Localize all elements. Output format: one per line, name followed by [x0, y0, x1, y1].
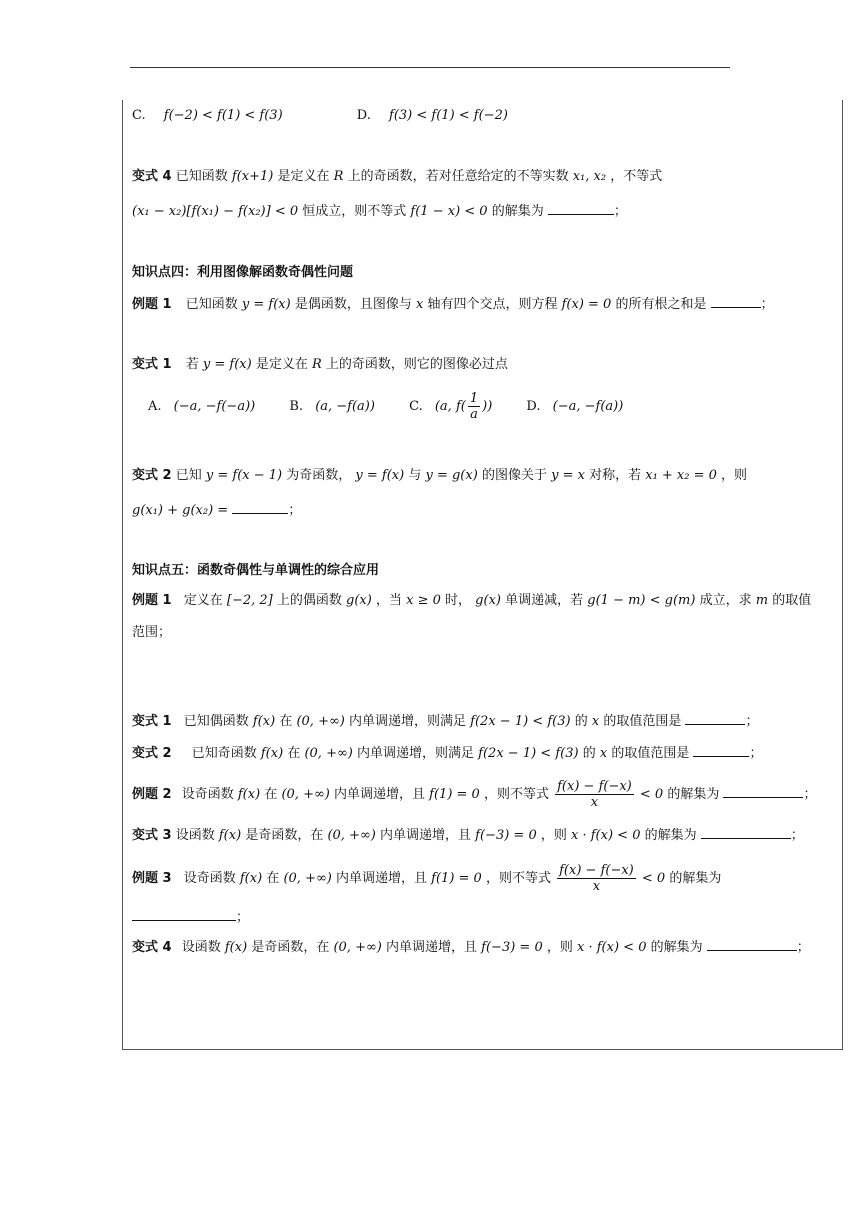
option-d [526, 390, 623, 424]
section5-example3-line1 [132, 862, 721, 896]
variant-text: 内单调递增，且 [386, 940, 478, 955]
variant-text: 内单调递增，则满足 [357, 746, 475, 761]
example-text: 的取值 [772, 593, 812, 608]
variant-label: 变式 1 [132, 714, 172, 729]
variant-text: 是定义在 [255, 357, 308, 372]
example-text: 的解集为 [667, 787, 720, 802]
example-expr: < 0 [641, 871, 666, 886]
example-expr: f(x) [239, 871, 263, 886]
semicolon: ； [236, 910, 250, 925]
variant-label: 变式 4 [132, 940, 172, 955]
option-a-expr: (−a, −f(−a)) [173, 399, 256, 414]
section4-variant2-line2 [132, 501, 301, 520]
example-text: 内单调递增，且 [336, 871, 428, 886]
answer-blank [548, 202, 614, 215]
example-text: ，则不等式 [483, 787, 549, 802]
example-text: ，则不等式 [485, 871, 551, 886]
semicolon: ； [790, 828, 804, 843]
semicolon: ； [613, 204, 627, 219]
semicolon: ； [803, 787, 817, 802]
section5-example3-line2 [132, 908, 249, 927]
variant-text: ，则 [721, 468, 748, 483]
variant4a-text: 已知函数 [175, 169, 228, 184]
fraction [557, 863, 636, 894]
variant-text: 已知奇函数 [191, 746, 257, 761]
content-box [122, 100, 843, 1050]
variant-expr: f(x) [224, 940, 248, 955]
variant4a-line2 [132, 202, 627, 221]
option-a [148, 390, 255, 424]
section4-variant1-options [148, 390, 623, 424]
variant-expr: f(−3) = 0 [481, 940, 543, 955]
variant4a-expr: f(1 − x) < 0 [410, 204, 488, 219]
variant4a-label: 变式 4 [132, 169, 172, 184]
variant-text: 已知 [175, 468, 202, 483]
example-expr: g(1 − m) < g(m) [587, 593, 696, 608]
example-text: 在 [266, 871, 280, 886]
answer-blank [707, 938, 797, 951]
option-a-label: A. [148, 399, 162, 414]
variant4a-text: 是定义在 [277, 169, 330, 184]
section5-heading: 知识点五：函数奇偶性与单调性的综合应用 [132, 563, 380, 578]
variant-label: 变式 3 [132, 828, 172, 843]
variant-label: 变式 2 [132, 468, 172, 483]
example-expr: < 0 [639, 787, 664, 802]
variant-text: 的 [582, 746, 596, 761]
example-text: 在 [264, 787, 278, 802]
semicolon: ； [760, 297, 774, 312]
variant4a-text: 的解集为 [491, 204, 544, 219]
section4-variant1 [132, 356, 508, 374]
answer-blank [711, 295, 761, 308]
variant-text: 的解集为 [650, 940, 703, 955]
variant-expr: x₁ + x₂ = 0 [645, 468, 717, 483]
variant-text: 的图像关于 [481, 468, 547, 483]
example-expr: [−2, 2] [226, 593, 273, 608]
example-label: 例题 1 [132, 297, 172, 312]
answer-blank [685, 712, 745, 725]
option-c-expr: f(−2) < f(1) < f(3) [163, 108, 283, 123]
example-text: 的所有根之和是 [615, 297, 707, 312]
variant-expr: f(−3) = 0 [475, 828, 537, 843]
variant-text: 设函数 [175, 828, 215, 843]
option-c-label: C. [132, 108, 146, 123]
option-b-expr: (a, −f(a)) [315, 399, 375, 414]
fraction-numerator: f(x) − f(−x) [557, 779, 632, 794]
variant4a-line1 [132, 168, 662, 186]
variant-expr: (0, +∞) [296, 714, 345, 729]
variant-expr: R [311, 357, 322, 372]
variant-text: 为奇函数， [286, 468, 352, 483]
example-expr: m [755, 593, 769, 608]
answer-blank [693, 744, 749, 757]
example-text: 成立，求 [699, 593, 752, 608]
variant-expr: x [599, 746, 608, 761]
example-label: 例题 3 [132, 871, 172, 886]
variant4a-text: ，不等式 [610, 169, 663, 184]
section5-variant2 [132, 744, 763, 763]
variant-expr: (0, +∞) [304, 746, 353, 761]
example-expr: (0, +∞) [281, 787, 330, 802]
fraction-numerator: f(x) − f(−x) [559, 863, 634, 878]
variant-text: 内单调递增，则满足 [349, 714, 467, 729]
answer-blank [232, 501, 288, 514]
variant-expr: y = f(x) [355, 468, 405, 483]
option-b-label: B. [289, 399, 304, 414]
example-expr: x ≥ 0 [406, 593, 441, 608]
variant-expr: x [591, 714, 600, 729]
variant-expr: f(x) [218, 828, 242, 843]
variant-text: 对称，若 [589, 468, 642, 483]
example-text: ，当 [375, 593, 402, 608]
variant-text: 与 [408, 468, 422, 483]
variant-text: 在 [287, 746, 301, 761]
variant-text: 的取值范围是 [603, 714, 682, 729]
example-expr: f(x) [237, 787, 261, 802]
variant-label: 变式 1 [132, 357, 172, 372]
fraction [555, 779, 634, 810]
variant-expr: x · f(x) < 0 [571, 828, 641, 843]
example-expr: (0, +∞) [283, 871, 332, 886]
header-rule [130, 67, 730, 68]
example-label: 例题 1 [132, 593, 172, 608]
fraction-denominator: a [470, 407, 478, 422]
answer-blank [701, 826, 791, 839]
section4-example1 [132, 295, 774, 314]
answer-blank [132, 908, 236, 921]
semicolon: ； [288, 503, 302, 518]
variant-text: 的取值范围是 [611, 746, 690, 761]
variant-text: 是奇函数，在 [251, 940, 330, 955]
example-label: 例题 2 [132, 787, 172, 802]
variant4a-expr: f(x+1) [231, 169, 274, 184]
option-c-label: C. [409, 399, 423, 414]
example-text: 设奇函数 [181, 787, 234, 802]
section4-variant2-line1 [132, 467, 747, 485]
section5-variant1 [132, 712, 759, 731]
example-text: 内单调递增，且 [334, 787, 426, 802]
variant-expr: y = g(x) [425, 468, 478, 483]
variant-text: 的解集为 [644, 828, 697, 843]
example-expr: g(x) [475, 593, 501, 608]
example-text: 定义在 [183, 593, 223, 608]
variant-expr: g(x₁) + g(x₂) = [132, 503, 229, 518]
variant-text: 若 [185, 357, 199, 372]
variant-expr: (0, +∞) [327, 828, 376, 843]
example-text: 的解集为 [669, 871, 722, 886]
option-c [409, 390, 492, 424]
variant-expr: y = f(x) [202, 357, 252, 372]
fraction-denominator: x [592, 879, 601, 894]
example-text: 已知函数 [185, 297, 238, 312]
section5-example1-line1 [132, 592, 811, 610]
variant-expr: f(2x − 1) < f(3) [470, 714, 571, 729]
variant4a-text: 恒成立，则不等式 [302, 204, 407, 219]
section5-example1-line2: 范围； [132, 625, 172, 640]
example-expr: g(x) [346, 593, 372, 608]
option-d-expr: (−a, −f(a)) [552, 399, 624, 414]
semicolon: ； [749, 746, 763, 761]
variant-text: 的 [574, 714, 588, 729]
variant-expr: y = f(x − 1) [205, 468, 283, 483]
section5-variant3 [132, 826, 804, 845]
example-text: 是偶函数，且图像与 [294, 297, 412, 312]
example-expr: f(1) = 0 [431, 871, 482, 886]
variant-text: 是奇函数，在 [245, 828, 324, 843]
example-expr: y = f(x) [241, 297, 291, 312]
variant4a-expr: (x₁ − x₂)[f(x₁) − f(x₂)] < 0 [132, 204, 299, 219]
variant4a-expr: x₁, x₂ [572, 169, 607, 184]
variant-text: 上的奇函数，则它的图像必过点 [325, 357, 508, 372]
semicolon: ； [796, 940, 810, 955]
option-b [289, 390, 375, 424]
example-text: 上的偶函数 [276, 593, 342, 608]
variant-text: ，则 [546, 940, 573, 955]
option-d-expr: f(3) < f(1) < f(−2) [389, 108, 508, 123]
option-d-label: D. [526, 399, 541, 414]
example-expr: f(x) = 0 [561, 297, 612, 312]
variant-label: 变式 2 [132, 746, 172, 761]
options-cd-row [132, 107, 508, 125]
option-c-expr: (a, f( [434, 399, 466, 414]
variant-expr: (0, +∞) [333, 940, 382, 955]
section5-example2 [132, 778, 817, 812]
semicolon: ； [745, 714, 759, 729]
variant4a-expr: R [333, 169, 344, 184]
example-expr: f(1) = 0 [429, 787, 480, 802]
variant-text: 已知偶函数 [183, 714, 249, 729]
example-text: 时， [445, 593, 472, 608]
variant-expr: x · f(x) < 0 [577, 940, 647, 955]
variant-expr: f(x) [260, 746, 284, 761]
answer-blank [723, 785, 803, 798]
variant-expr: y = x [551, 468, 585, 483]
variant-text: 设函数 [181, 940, 221, 955]
fraction-denominator: x [590, 795, 599, 810]
variant-text: 在 [279, 714, 293, 729]
variant-expr: f(2x − 1) < f(3) [478, 746, 579, 761]
section4-heading: 知识点四：利用图像解函数奇偶性问题 [132, 265, 354, 280]
fraction [468, 391, 480, 422]
example-text: 轴有四个交点，则方程 [427, 297, 558, 312]
example-text: 设奇函数 [183, 871, 236, 886]
option-c-expr-end: )) [482, 399, 493, 414]
section5-variant4 [132, 938, 810, 957]
example-expr: x [415, 297, 424, 312]
variant-text: 内单调递增，且 [380, 828, 472, 843]
fraction-numerator: 1 [469, 391, 479, 406]
variant-expr: f(x) [252, 714, 276, 729]
example-text: 单调递减，若 [505, 593, 584, 608]
variant4a-text: 上的奇函数，若对任意给定的不等实数 [347, 169, 569, 184]
variant-text: ，则 [540, 828, 567, 843]
option-d-label: D. [356, 108, 371, 123]
